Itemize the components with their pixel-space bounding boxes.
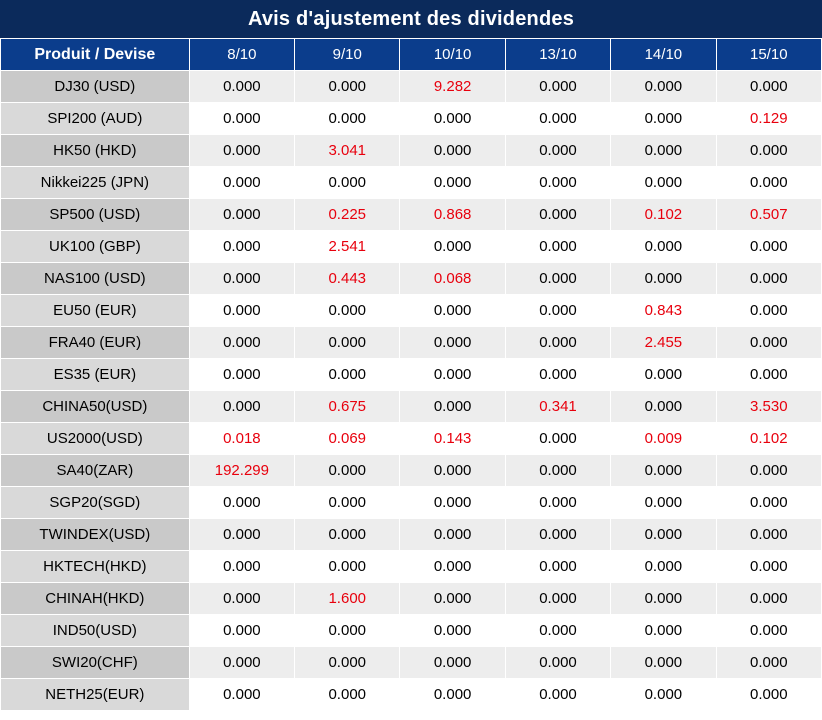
- value-cell: 0.000: [505, 423, 610, 455]
- value-cell: 0.000: [505, 487, 610, 519]
- value-cell: 0.000: [189, 359, 294, 391]
- column-header-date-3: 13/10: [505, 39, 610, 71]
- value-cell: 0.000: [716, 295, 821, 327]
- value-cell: 0.143: [400, 423, 505, 455]
- product-cell: IND50(USD): [1, 615, 190, 647]
- value-cell: 0.000: [716, 135, 821, 167]
- value-cell: 0.000: [295, 455, 400, 487]
- value-cell: 0.000: [716, 615, 821, 647]
- value-cell: 0.000: [611, 679, 716, 711]
- value-cell: 0.000: [611, 391, 716, 423]
- value-cell: 0.000: [611, 71, 716, 103]
- product-cell: TWINDEX(USD): [1, 519, 190, 551]
- value-cell: 0.000: [295, 295, 400, 327]
- value-cell: 0.000: [611, 551, 716, 583]
- value-cell: 0.000: [189, 167, 294, 199]
- product-cell: NAS100 (USD): [1, 263, 190, 295]
- column-header-date-1: 9/10: [295, 39, 400, 71]
- column-header-date-2: 10/10: [400, 39, 505, 71]
- value-cell: 0.000: [611, 583, 716, 615]
- product-cell: HK50 (HKD): [1, 135, 190, 167]
- value-cell: 0.000: [505, 231, 610, 263]
- value-cell: 0.000: [716, 583, 821, 615]
- value-cell: 0.000: [505, 263, 610, 295]
- value-cell: 0.000: [295, 615, 400, 647]
- product-cell: HKTECH(HKD): [1, 551, 190, 583]
- value-cell: 0.000: [611, 519, 716, 551]
- value-cell: 0.000: [295, 551, 400, 583]
- page-title: Avis d'ajustement des dividendes: [0, 0, 822, 38]
- table-body: [1, 71, 822, 711]
- product-cell: SGP20(SGD): [1, 487, 190, 519]
- value-cell: 0.000: [189, 295, 294, 327]
- value-cell: 0.000: [505, 71, 610, 103]
- value-cell: 0.000: [611, 135, 716, 167]
- table-row: [1, 487, 822, 519]
- value-cell: 0.000: [611, 647, 716, 679]
- product-cell: Nikkei225 (JPN): [1, 167, 190, 199]
- value-cell: 1.600: [295, 583, 400, 615]
- product-cell: CHINA50(USD): [1, 391, 190, 423]
- value-cell: 0.225: [295, 199, 400, 231]
- value-cell: 0.068: [400, 263, 505, 295]
- value-cell: 0.000: [400, 615, 505, 647]
- value-cell: 0.000: [505, 167, 610, 199]
- value-cell: 0.675: [295, 391, 400, 423]
- column-header-product: Produit / Devise: [1, 39, 190, 71]
- value-cell: 0.000: [400, 391, 505, 423]
- value-cell: 0.000: [295, 647, 400, 679]
- value-cell: 0.341: [505, 391, 610, 423]
- value-cell: 0.000: [400, 231, 505, 263]
- product-cell: NETH25(EUR): [1, 679, 190, 711]
- product-cell: SA40(ZAR): [1, 455, 190, 487]
- value-cell: 0.000: [400, 135, 505, 167]
- value-cell: 0.000: [505, 135, 610, 167]
- value-cell: 2.541: [295, 231, 400, 263]
- value-cell: 0.507: [716, 199, 821, 231]
- value-cell: 0.129: [716, 103, 821, 135]
- value-cell: 0.443: [295, 263, 400, 295]
- product-cell: DJ30 (USD): [1, 71, 190, 103]
- product-cell: UK100 (GBP): [1, 231, 190, 263]
- value-cell: 0.000: [505, 199, 610, 231]
- value-cell: 0.000: [400, 167, 505, 199]
- table-row: [1, 231, 822, 263]
- value-cell: 2.455: [611, 327, 716, 359]
- product-cell: SP500 (USD): [1, 199, 190, 231]
- table-row: [1, 199, 822, 231]
- value-cell: 0.000: [505, 359, 610, 391]
- value-cell: 0.000: [611, 263, 716, 295]
- table-row: [1, 679, 822, 711]
- value-cell: 0.000: [716, 679, 821, 711]
- value-cell: 0.000: [295, 359, 400, 391]
- value-cell: 0.000: [716, 487, 821, 519]
- value-cell: 192.299: [189, 455, 294, 487]
- table-header: [1, 39, 822, 71]
- value-cell: 0.000: [611, 103, 716, 135]
- table-row: [1, 71, 822, 103]
- value-cell: 0.000: [400, 327, 505, 359]
- value-cell: 0.000: [295, 487, 400, 519]
- value-cell: 0.000: [295, 519, 400, 551]
- table-row: [1, 263, 822, 295]
- value-cell: 0.000: [400, 679, 505, 711]
- value-cell: 0.000: [611, 615, 716, 647]
- value-cell: 0.868: [400, 199, 505, 231]
- table-row: [1, 103, 822, 135]
- value-cell: 0.000: [189, 135, 294, 167]
- value-cell: 0.000: [505, 679, 610, 711]
- value-cell: 0.000: [505, 103, 610, 135]
- value-cell: 0.102: [716, 423, 821, 455]
- value-cell: 0.000: [189, 487, 294, 519]
- value-cell: 0.000: [189, 327, 294, 359]
- value-cell: 0.000: [505, 295, 610, 327]
- value-cell: 0.000: [400, 103, 505, 135]
- value-cell: 0.000: [189, 103, 294, 135]
- value-cell: 0.000: [611, 487, 716, 519]
- table-row: [1, 423, 822, 455]
- value-cell: 0.069: [295, 423, 400, 455]
- value-cell: 0.000: [189, 647, 294, 679]
- table-row: [1, 551, 822, 583]
- value-cell: 0.000: [295, 327, 400, 359]
- value-cell: 0.000: [716, 231, 821, 263]
- table-row: [1, 167, 822, 199]
- table-row: [1, 455, 822, 487]
- value-cell: 0.000: [716, 263, 821, 295]
- value-cell: 0.000: [189, 263, 294, 295]
- value-cell: 0.000: [189, 71, 294, 103]
- value-cell: 0.000: [505, 615, 610, 647]
- value-cell: 0.000: [400, 551, 505, 583]
- value-cell: 0.000: [400, 647, 505, 679]
- value-cell: 0.000: [400, 295, 505, 327]
- value-cell: 0.000: [611, 359, 716, 391]
- column-header-date-4: 14/10: [611, 39, 716, 71]
- value-cell: 0.000: [716, 455, 821, 487]
- value-cell: 0.000: [189, 551, 294, 583]
- value-cell: 0.000: [189, 231, 294, 263]
- value-cell: 0.000: [295, 167, 400, 199]
- value-cell: 0.000: [189, 583, 294, 615]
- value-cell: 0.000: [400, 519, 505, 551]
- table-row: [1, 295, 822, 327]
- product-cell: EU50 (EUR): [1, 295, 190, 327]
- product-cell: SWI20(CHF): [1, 647, 190, 679]
- value-cell: 0.000: [189, 519, 294, 551]
- table-row: [1, 647, 822, 679]
- table-row: [1, 615, 822, 647]
- value-cell: 0.000: [189, 615, 294, 647]
- value-cell: 0.000: [295, 71, 400, 103]
- value-cell: 0.000: [189, 679, 294, 711]
- value-cell: 0.000: [716, 71, 821, 103]
- value-cell: 0.000: [716, 647, 821, 679]
- product-cell: US2000(USD): [1, 423, 190, 455]
- value-cell: 0.000: [716, 167, 821, 199]
- value-cell: 0.018: [189, 423, 294, 455]
- value-cell: 0.843: [611, 295, 716, 327]
- value-cell: 3.041: [295, 135, 400, 167]
- table-row: [1, 327, 822, 359]
- value-cell: 0.000: [716, 327, 821, 359]
- table-row: [1, 359, 822, 391]
- value-cell: 0.000: [400, 455, 505, 487]
- table-row: [1, 519, 822, 551]
- value-cell: 0.000: [505, 551, 610, 583]
- value-cell: 0.000: [611, 167, 716, 199]
- value-cell: 0.000: [505, 455, 610, 487]
- value-cell: 0.000: [505, 647, 610, 679]
- table-row: [1, 391, 822, 423]
- value-cell: 0.000: [611, 455, 716, 487]
- column-header-date-5: 15/10: [716, 39, 821, 71]
- value-cell: 9.282: [400, 71, 505, 103]
- product-cell: SPI200 (AUD): [1, 103, 190, 135]
- value-cell: 0.000: [505, 519, 610, 551]
- value-cell: 0.102: [611, 199, 716, 231]
- value-cell: 0.000: [400, 583, 505, 615]
- value-cell: 0.000: [295, 103, 400, 135]
- product-cell: ES35 (EUR): [1, 359, 190, 391]
- value-cell: 0.000: [611, 231, 716, 263]
- column-header-date-0: 8/10: [189, 39, 294, 71]
- value-cell: 0.000: [505, 327, 610, 359]
- table-row: [1, 135, 822, 167]
- header-row: [1, 39, 822, 71]
- value-cell: 0.000: [189, 391, 294, 423]
- value-cell: 0.000: [295, 679, 400, 711]
- dividends-table: [0, 38, 822, 711]
- product-cell: CHINAH(HKD): [1, 583, 190, 615]
- value-cell: 3.530: [716, 391, 821, 423]
- value-cell: 0.000: [400, 487, 505, 519]
- table-row: [1, 583, 822, 615]
- value-cell: 0.000: [189, 199, 294, 231]
- product-cell: FRA40 (EUR): [1, 327, 190, 359]
- value-cell: 0.000: [400, 359, 505, 391]
- value-cell: 0.000: [716, 359, 821, 391]
- value-cell: 0.009: [611, 423, 716, 455]
- value-cell: 0.000: [716, 551, 821, 583]
- value-cell: 0.000: [716, 519, 821, 551]
- value-cell: 0.000: [505, 583, 610, 615]
